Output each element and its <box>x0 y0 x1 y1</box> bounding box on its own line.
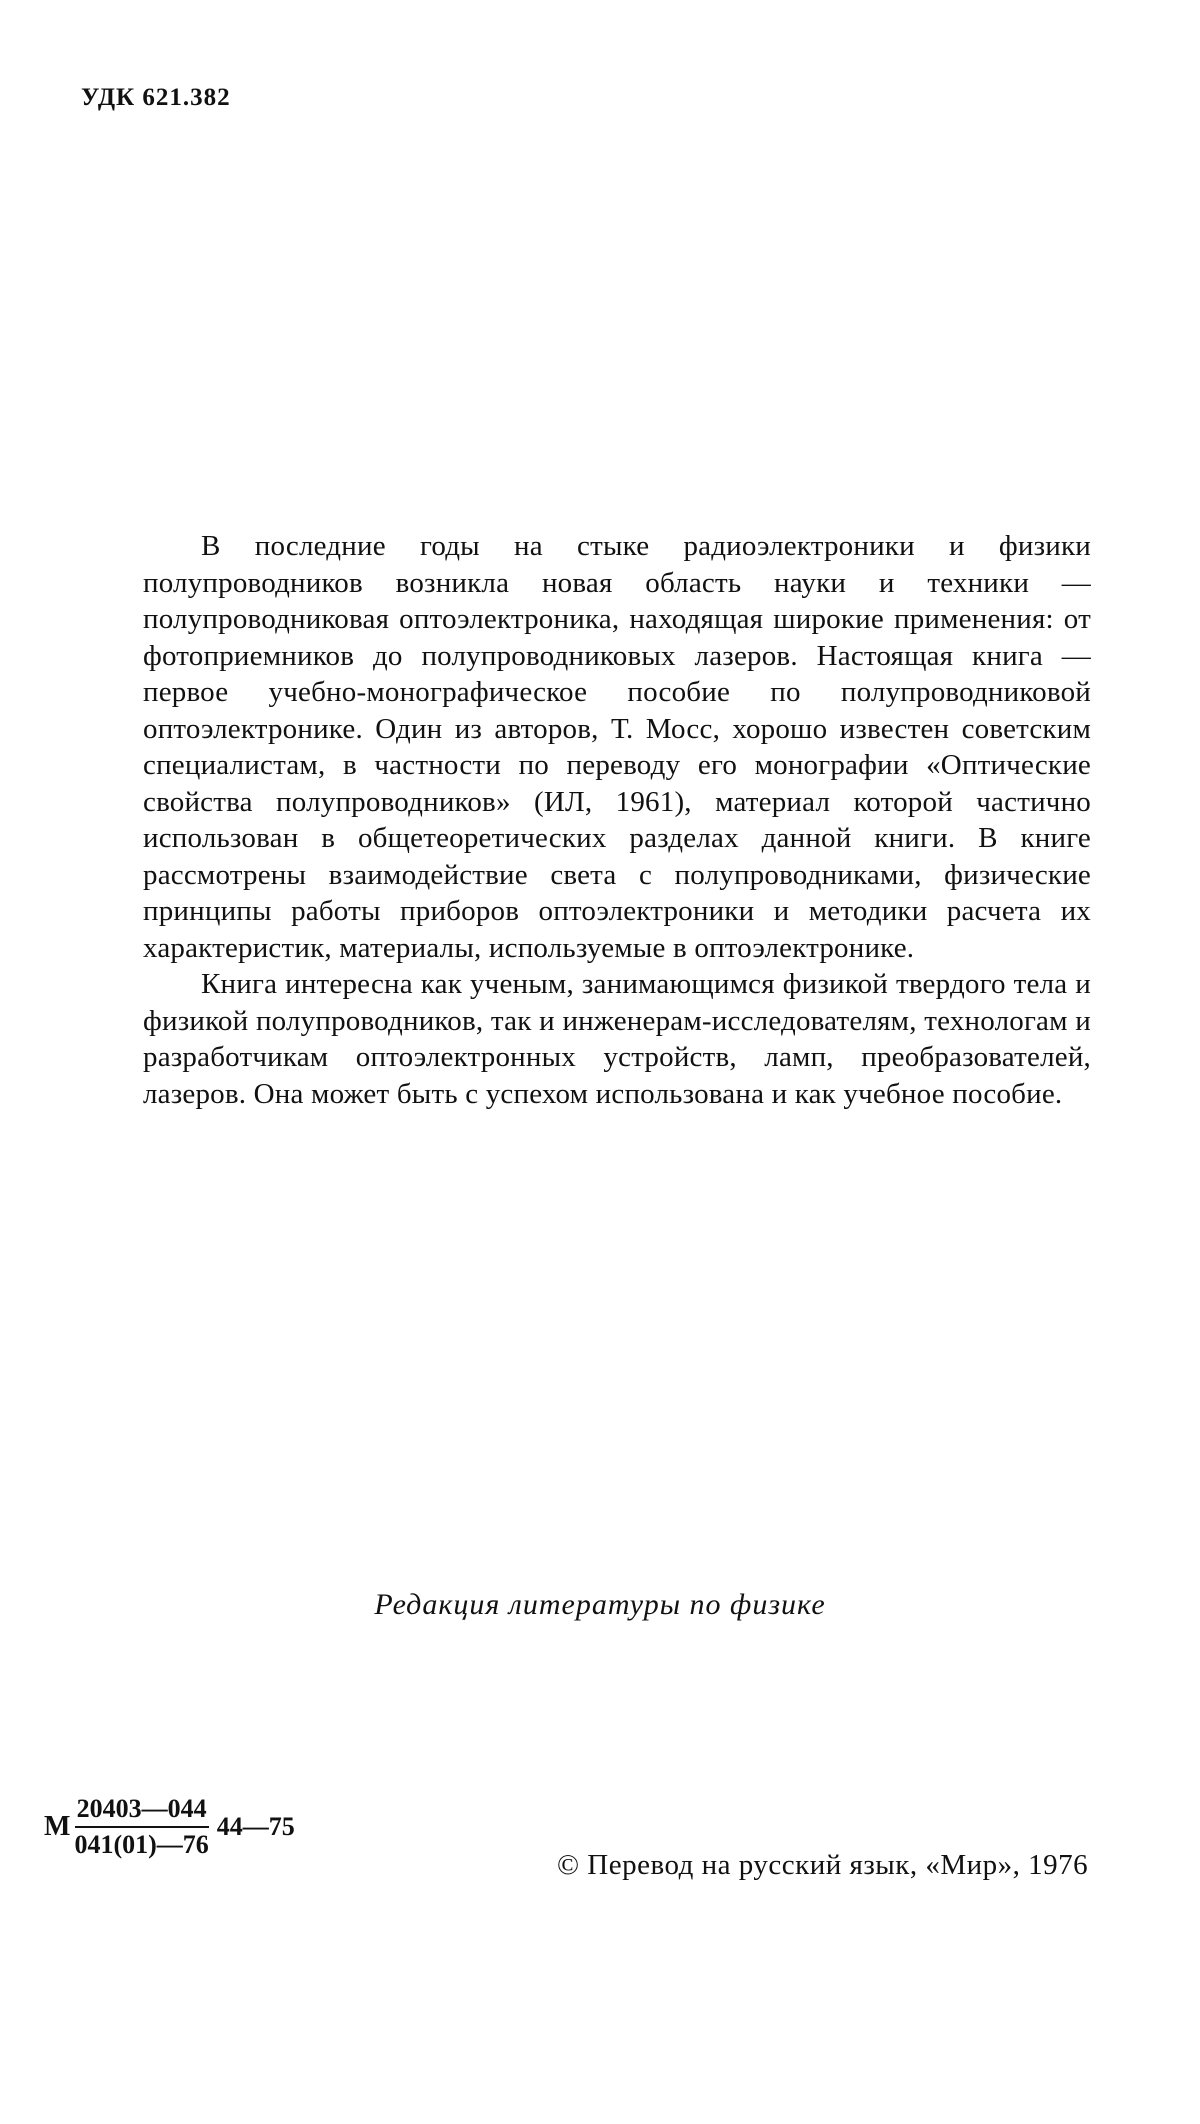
copyright-notice: © Перевод на русский язык, «Мир», 1976 <box>557 1849 1089 1881</box>
catalog-code-denominator: 041(01)—76 <box>74 1830 209 1859</box>
editorial-office: Редакция литературы по физике <box>374 1588 826 1621</box>
catalog-code-prefix: М <box>44 1811 71 1842</box>
catalog-code-numerator: 20403—044 <box>75 1794 209 1828</box>
catalog-code-fraction <box>72 1794 210 1860</box>
catalog-code <box>44 1794 295 1860</box>
abstract-paragraph-2: Книга интересна как ученым, занимающимся физикой твердого тела и физикой полупроводников, так и инженерам-исследователям, технологам и разработчикам оптоэлектронных устройств, ламп, преобразователей, лазеров. Она может быть с успехом использована и как учебное пособие. <box>143 968 1091 1110</box>
catalog-code-suffix: 44—75 <box>216 1812 295 1841</box>
udk-code: УДК 621.382 <box>81 84 231 111</box>
abstract <box>143 528 1091 1112</box>
abstract-paragraph-1: В последние годы на стыке радиоэлектроники и физики полупроводников возникла новая область науки и техники — полупроводниковая оптоэлектроника, находящая широкие применения: от фотоприемников до полупроводниковых лазеров. Настоящая книга — первое учебно-монографическое пособие по полупроводниковой оптоэлектронике. Один из авторов, Т. Мосс, хорошо известен советским специалистам, в частности по переводу его монографии «Оптические свойства полупроводников» (ИЛ, 1961), материал которой частично использован в общетеоретических разделах данной книги. В книге рассмотрены взаимодействие света с полупроводниками, физические принципы работы приборов оптоэлектроники и методики расчета их характеристик, материалы, используемые в оптоэлектронике. <box>143 530 1091 964</box>
